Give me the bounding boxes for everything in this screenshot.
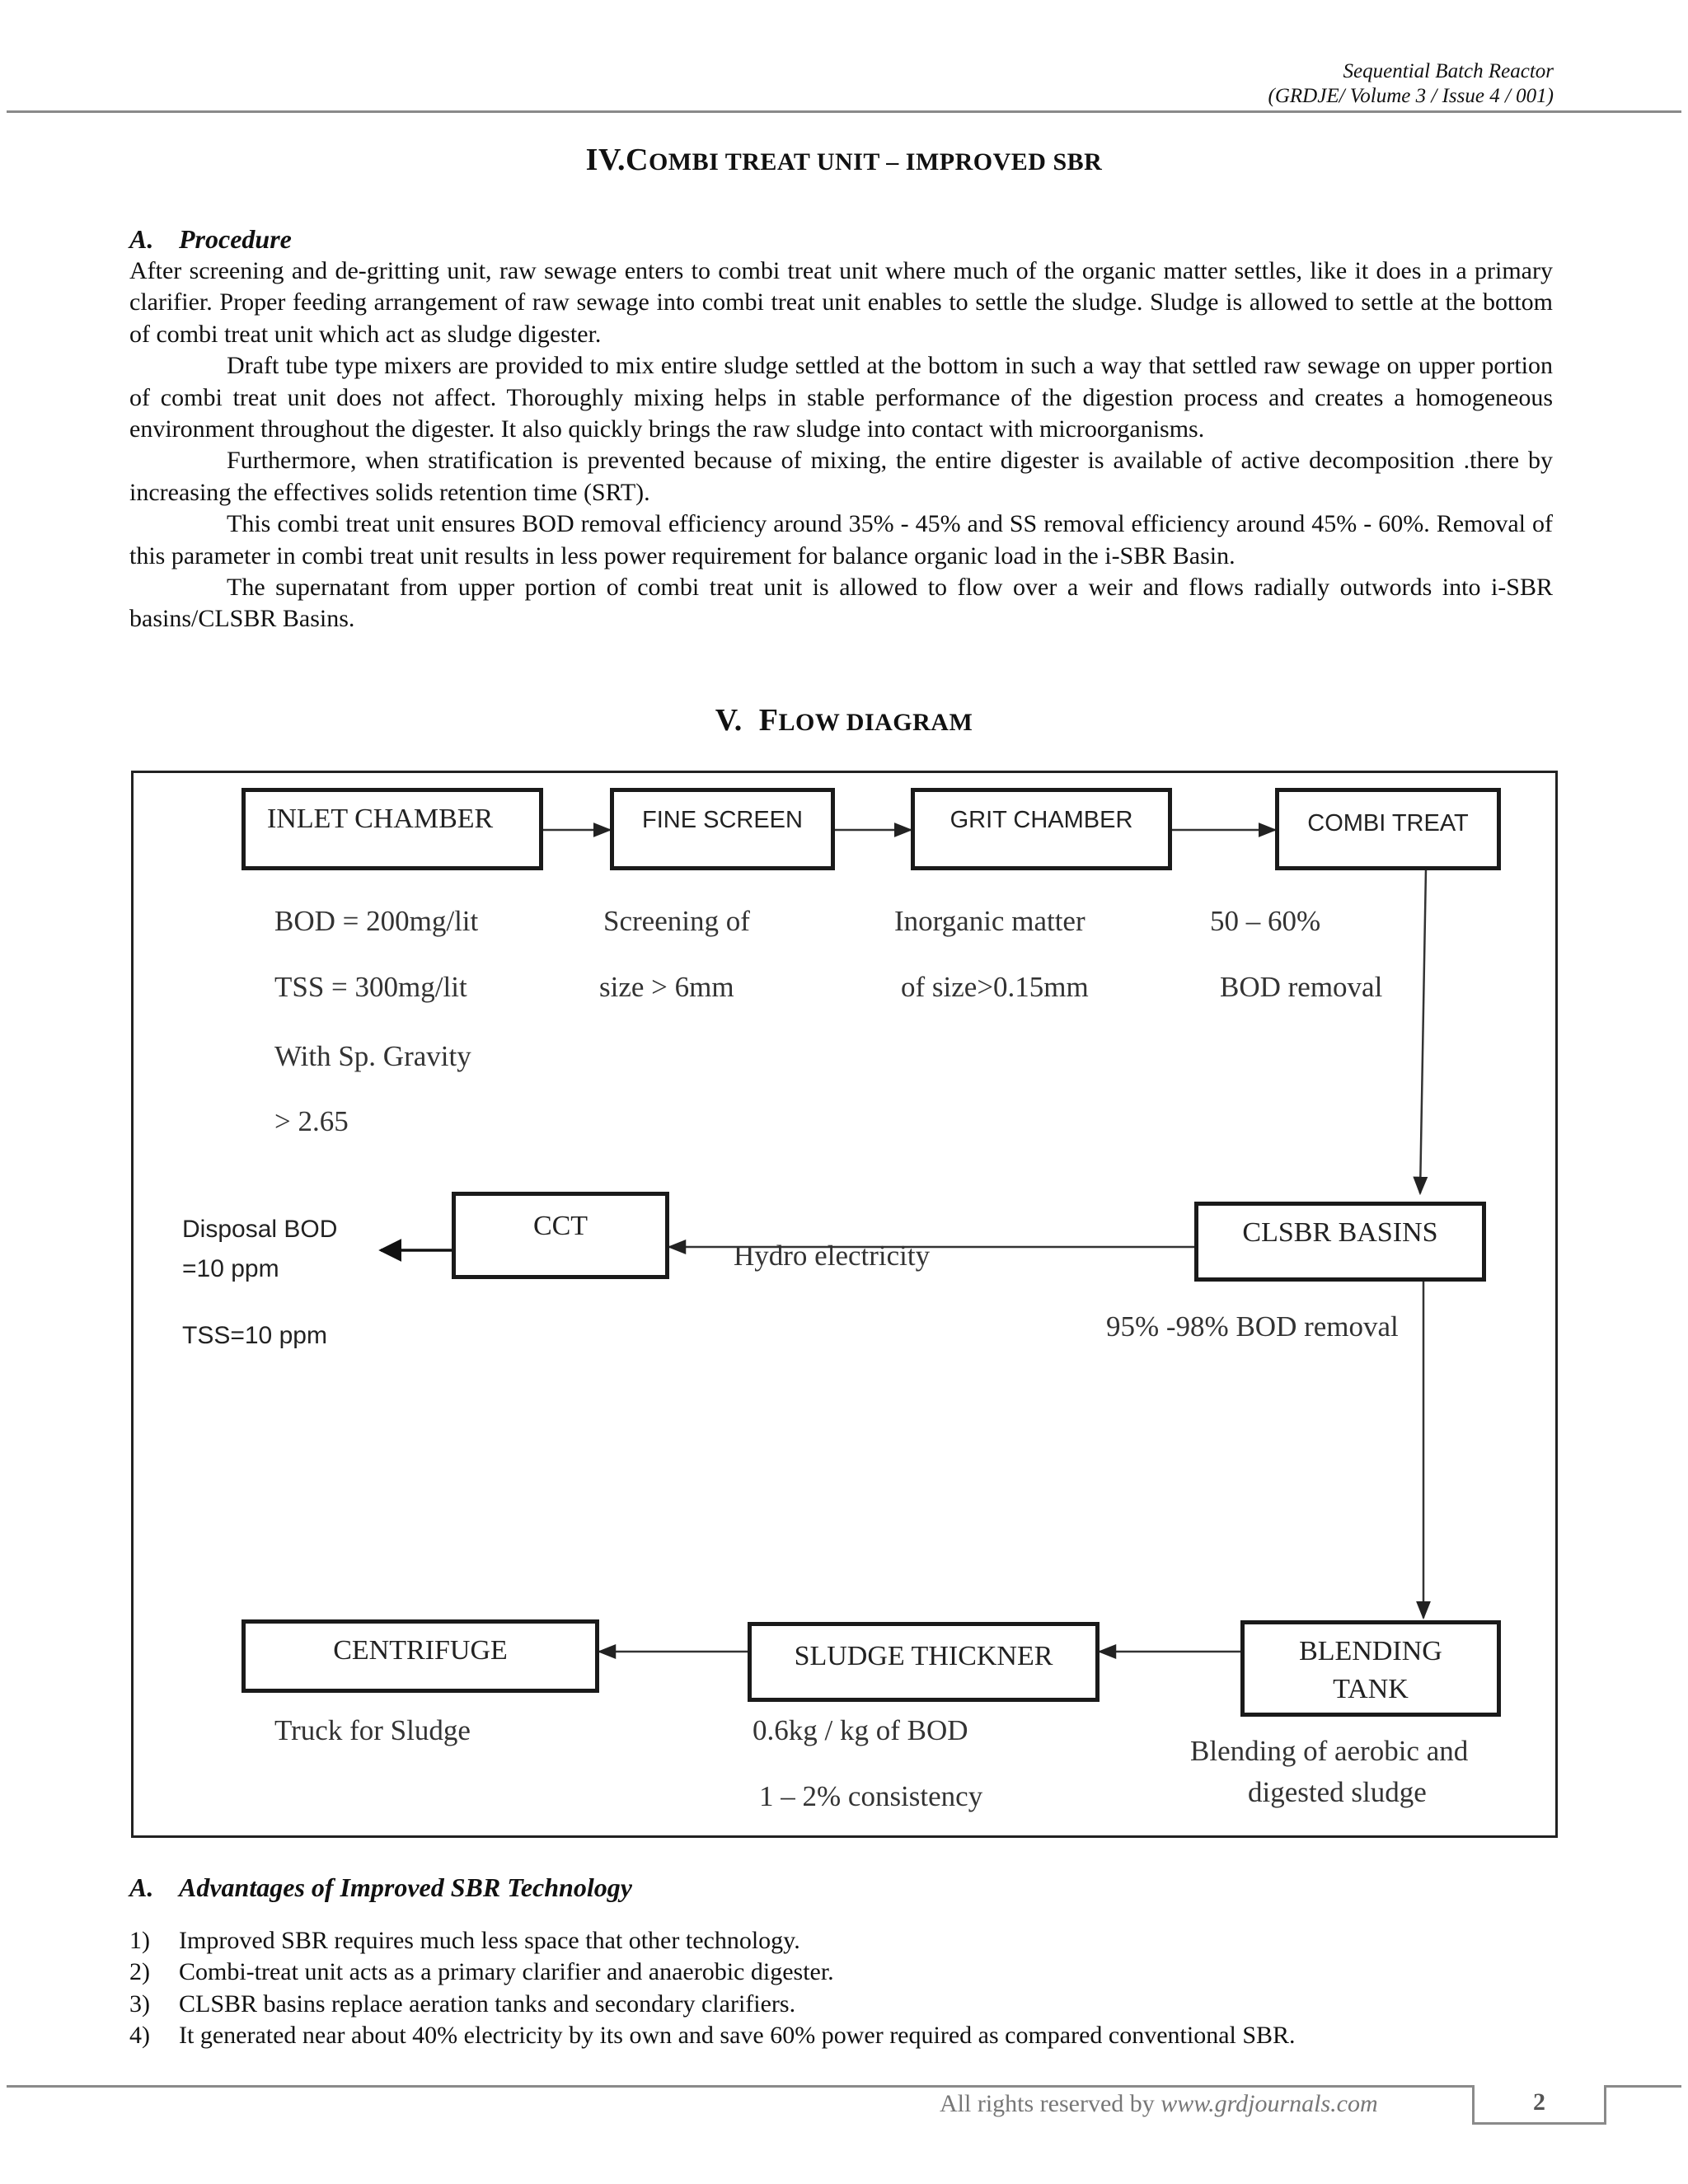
note-inlet-gravity: With Sp. Gravity <box>274 1040 471 1072</box>
footer-rule-tail <box>1606 2085 1681 2088</box>
node-blending-tank-label-1: BLENDING <box>1299 1636 1442 1666</box>
node-inlet-chamber <box>241 788 543 870</box>
node-cct-label: CCT <box>532 1211 588 1241</box>
advantages-list <box>129 1925 1564 2052</box>
footer-prefix: All rights reserved by <box>940 2090 1161 2117</box>
section-4-title-rest: OMBI TREAT UNIT – IMPROVED SBR <box>648 148 1103 176</box>
note-inlet-tss: TSS = 300mg/lit <box>274 971 467 1003</box>
note-combi-1: 50 – 60% <box>1210 905 1321 937</box>
procedure-title: Procedure <box>179 224 292 254</box>
node-combi-treat <box>1275 788 1501 870</box>
procedure-paragraph-2: Draft tube type mixers are provided to mix entire sludge settled at the bottom in such a way that settled raw sewage on upper portion of combi treat unit does not affect. Thoroughly mixing helps in stable performance of the digestion process and creates a homogeneous environment throughout the digester. It also quickly brings the raw sludge into contact with microorganisms. <box>129 352 1553 443</box>
note-inlet-bod: BOD = 200mg/lit <box>274 905 479 937</box>
node-sludge-thickner <box>748 1622 1100 1702</box>
node-fine-screen <box>610 788 835 870</box>
list-item-text: It generated near about 40% electricity by its own and save 60% power required as compared conventional SBR. <box>179 2022 1296 2050</box>
procedure-heading <box>129 224 292 255</box>
list-item-number: 2) <box>129 1958 150 1986</box>
note-screen-1: Screening of <box>603 905 750 937</box>
section-4-number: IV. <box>585 143 626 177</box>
node-clsbr-basins <box>1194 1202 1486 1282</box>
node-blending-tank <box>1240 1620 1501 1717</box>
node-clsbr-basins-label: CLSBR BASINS <box>1242 1217 1438 1248</box>
note-truck-for-sludge: Truck for Sludge <box>274 1714 471 1746</box>
node-fine-screen-label: FINE SCREEN <box>642 807 803 833</box>
note-thickner-2: 1 – 2% consistency <box>759 1780 983 1812</box>
section-4-title-initial: C <box>626 143 649 177</box>
node-sludge-thickner-label: SLUDGE THICKNER <box>794 1641 1053 1671</box>
note-thickner-1: 0.6kg / kg of BOD <box>753 1714 968 1746</box>
list-item-text: Improved SBR requires much less space that other technology. <box>179 1927 800 1954</box>
note-grit-2: of size>0.15mm <box>901 971 1089 1003</box>
section-5-number: V. <box>715 703 743 738</box>
footer-rule <box>7 2085 1474 2088</box>
node-combi-treat-label: COMBI TREAT <box>1307 810 1469 837</box>
note-clsbr-bod-removal: 95% -98% BOD removal <box>1106 1310 1399 1343</box>
section-5-title-rest: LOW DIAGRAM <box>778 709 973 736</box>
header-volume: (GRDJE/ Volume 3 / Issue 4 / 001) <box>1268 85 1554 107</box>
list-item-text: CLSBR basins replace aeration tanks and secondary clarifiers. <box>179 1990 796 2018</box>
note-blending-1: Blending of aerobic and <box>1190 1735 1469 1767</box>
node-blending-tank-label-2: TANK <box>1333 1674 1409 1704</box>
note-blending-2: digested sludge <box>1248 1776 1427 1808</box>
header-title: Sequential Batch Reactor <box>1343 60 1554 82</box>
note-disposal-tss: TSS=10 ppm <box>182 1322 327 1349</box>
procedure-paragraph-3: Furthermore, when stratification is prevented because of mixing, the entire digester is available of active decomposition .there by increasing the effectives solids retention time (SRT). <box>129 447 1553 506</box>
running-header <box>1268 59 1554 109</box>
header-rule <box>7 110 1681 113</box>
node-inlet-chamber-label: INLET CHAMBER <box>267 804 494 834</box>
procedure-paragraph-4: This combi treat unit ensures BOD removal efficiency around 35% - 45% and SS removal efficiency around 45% - 60%. Removal of this parameter in combi treat unit results in less power requirement for balance organic load in the i-SBR Basin. <box>129 510 1553 569</box>
list-item <box>129 1989 1564 2020</box>
node-centrifuge-label: CENTRIFUGE <box>333 1635 508 1666</box>
procedure-body <box>129 255 1553 635</box>
list-item-text: Combi-treat unit acts as a primary clarifier and anaerobic digester. <box>179 1958 834 1986</box>
node-cct <box>452 1192 669 1279</box>
list-item <box>129 1957 1564 1988</box>
advantages-index: A. <box>129 1872 154 1902</box>
section-5-title-initial: F <box>758 703 779 738</box>
procedure-paragraph-5: The supernatant from upper portion of combi treat unit is allowed to flow over a weir and flows radially outwords into i-SBR basins/CLSBR Basins. <box>129 574 1553 633</box>
note-disposal-bod: Disposal BOD <box>182 1216 338 1243</box>
node-grit-chamber <box>911 788 1172 870</box>
procedure-paragraph-1: After screening and de-gritting unit, raw sewage enters to combi treat unit where much of the organic matter settles, like it does in a primary clarifier. Proper feeding arrangement of raw sewage into combi treat unit enables to settle the sludge. Sludge is allowed to settle at the bottom of combi treat unit which act as sludge digester. <box>129 257 1553 348</box>
page-number: 2 <box>1472 2085 1606 2125</box>
note-combi-2: BOD removal <box>1220 971 1383 1003</box>
note-screen-2: size > 6mm <box>599 971 734 1003</box>
node-centrifuge <box>241 1619 599 1693</box>
list-item-number: 4) <box>129 2022 150 2050</box>
note-grit-1: Inorganic matter <box>894 905 1085 937</box>
advantages-title: Advantages of Improved SBR Technology <box>179 1872 632 1902</box>
list-item-number: 3) <box>129 1990 150 2018</box>
list-item <box>129 1925 1564 1957</box>
footer-copyright <box>940 2090 1378 2118</box>
advantages-heading <box>129 1872 632 1903</box>
section-4-title <box>0 142 1688 178</box>
list-item-number: 1) <box>129 1927 150 1954</box>
note-inlet-gravity-value: > 2.65 <box>274 1105 349 1137</box>
note-disposal-bod-value: =10 ppm <box>182 1255 279 1282</box>
list-item <box>129 2020 1564 2051</box>
footer-site-link[interactable]: www.grdjournals.com <box>1160 2090 1378 2117</box>
procedure-index: A. <box>129 224 154 254</box>
node-grit-chamber-label: GRIT CHAMBER <box>950 807 1133 833</box>
section-5-title <box>0 702 1688 738</box>
note-hydro-electricity: Hydro electricity <box>734 1240 931 1272</box>
